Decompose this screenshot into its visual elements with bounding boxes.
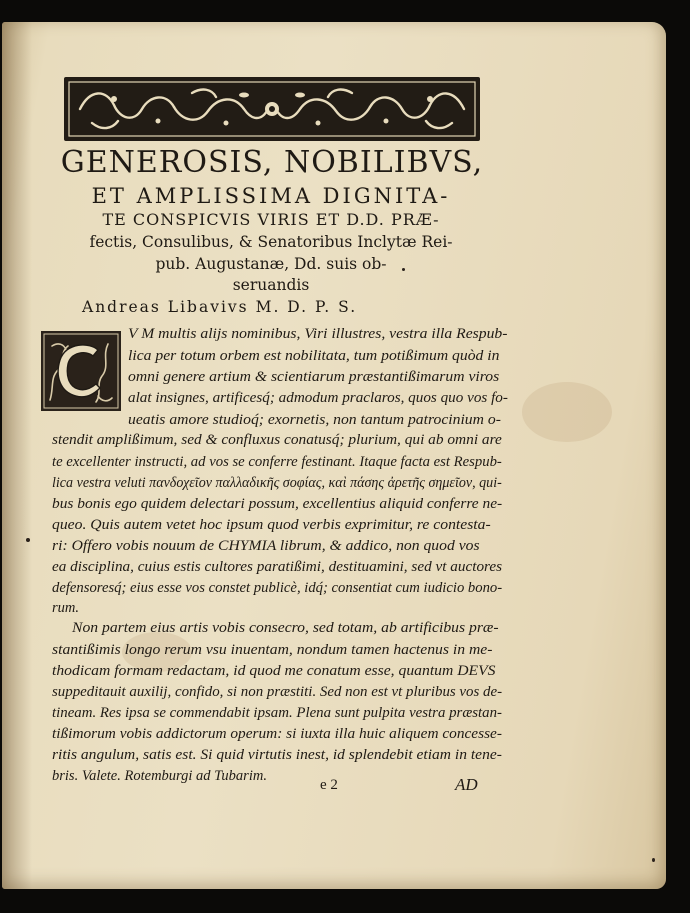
page-gutter-shadow [2, 22, 32, 889]
body-text-line: rum. [52, 600, 79, 616]
body-text-line: ea disciplina, cuius estis cultores paratißimi, destituamini, sed vt auctores [52, 559, 503, 575]
dedication-title-line-5: pub. Augustanæ, Dd. suis ob- [155, 255, 387, 273]
dedication-title-line-1: GENEROSIS, NOBILIBVS, [60, 145, 484, 180]
catchword: AD [455, 775, 478, 794]
paper-stain [522, 382, 612, 442]
author-line: Andreas Libavivs M. D. P. S. [82, 298, 358, 316]
body-text-line: ritis angulum, satis est. Si quid virtutis inest, id splendebit etiam in tene- [52, 747, 502, 763]
body-text-line: bris. Valete. Rotemburgi ad Tubarim. [52, 768, 267, 784]
dedication-title-line-3: TE CONSPICVIS VIRIS ET D.D. PRÆ- [102, 210, 440, 229]
body-text-line: lica per totum orbem est nobilitata, tum potißimum quòd in [128, 348, 500, 364]
dedication-title-line-6: seruandis [232, 276, 310, 294]
body-text-line: tißimorum vobis addictorum operum: si iuxta illa huic aliquem concesse- [52, 726, 502, 742]
ink-speck [26, 538, 30, 542]
body-text-line: lica vestra veluti πανδοχεῖον παλλαδικῆς σοφίας, καὶ πάσης ἀρετῆς σημεῖον, qui- [52, 475, 502, 491]
body-text-line: V M multis alijs nominibus, Viri illustres, vestra illa Respub- [128, 326, 508, 342]
body-text-line: tineam. Res ipsa se commendabit ipsam. Plena sunt pulpita vestra præstan- [52, 705, 502, 721]
body-text-line: thodicam formam redactam, id quod me conatum esse, quantum DEVS [52, 663, 496, 679]
body-text-line: ri: Offero vobis nouum de CHYMIA librum, & addico, non quod vos [52, 538, 480, 554]
body-text-line: queo. Quis autem vetet hoc ipsum quod verbis exprimitur, re contesta- [52, 517, 491, 533]
signature-mark: e 2 [320, 777, 338, 793]
dedication-title-line-2: ET AMPLISSIMA DIGNITA- [91, 184, 451, 208]
body-text-line: Non partem eius artis vobis consecro, sed totam, ab artificibus præ- [72, 620, 499, 636]
body-text-line: defensoresq́; eius esse vos constet publicè, idq́; consentiat cum iudicio bono- [52, 580, 503, 596]
body-text-line: omni genere artium & scientiarum præstantißimarum viros [128, 369, 500, 385]
ink-speck [402, 268, 405, 271]
decorated-initial-C-icon [40, 330, 122, 412]
body-text-line: stantißimis longo rerum vsu inuentam, nondum tamen hactenus in me- [52, 642, 493, 658]
ornamental-headpiece [62, 75, 482, 143]
body-text-line: ueatis amore studioq́; exornetis, non tantum patrocinium o- [128, 412, 501, 428]
ink-speck [652, 858, 655, 862]
body-text-line: stendit amplißimum, sed & confluxus conatusq́; plurium, qui ab omni are [52, 432, 502, 448]
body-text-line: alat insignes, artificesq́; admodum praclaros, quos quo vos fo- [128, 390, 508, 406]
body-text-line: suppeditauit auxilij, confido, si non præstiti. Sed non est vt pluribus vos de- [52, 684, 503, 700]
body-text-line: bus bonis ego quidem delectari possum, excellentius aliquid conferre ne- [52, 496, 503, 512]
body-text-line: te excellenter instructi, ad vos se conferre festinant. Itaque facta est Respub- [52, 454, 502, 470]
dedication-title-line-4: fectis, Consulibus, & Senatoribus Inclytæ Rei- [89, 233, 453, 251]
